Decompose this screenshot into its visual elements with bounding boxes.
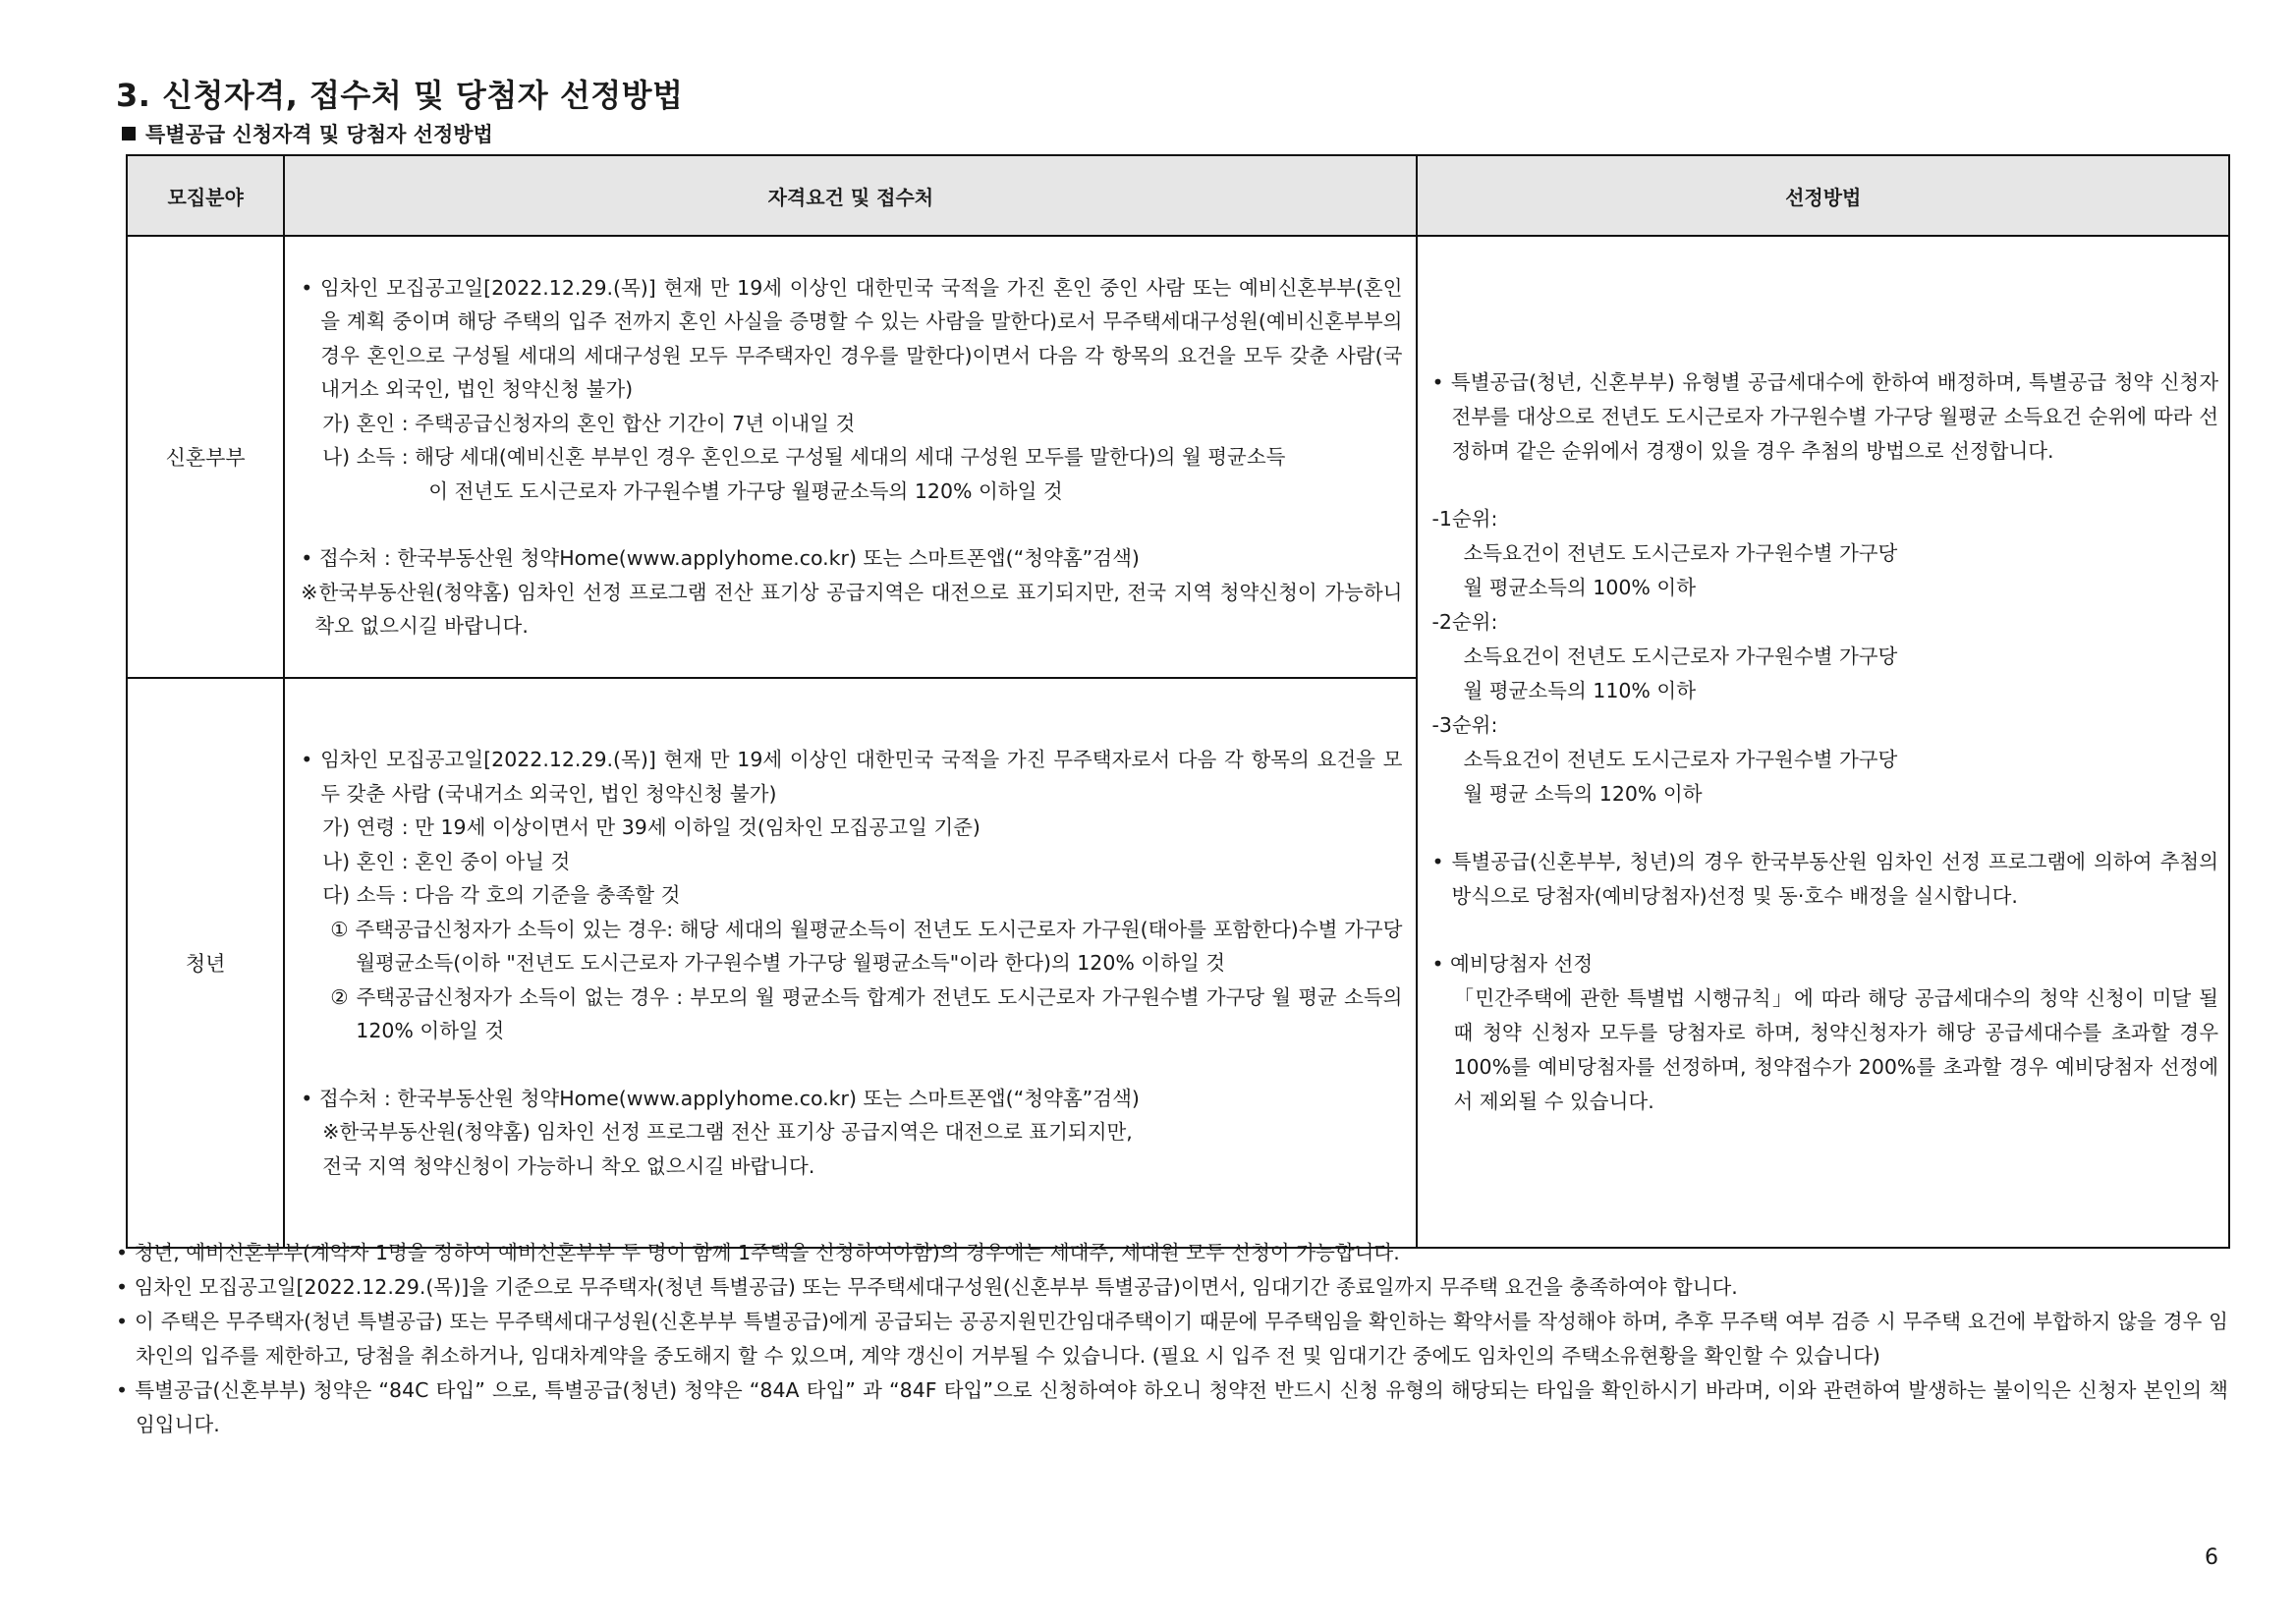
lottery-text: • 특별공급(신혼부부, 청년)의 경우 한국부동산원 임차인 선정 프로그램에 의하여 추첨의 방식으로 당첨자(예비당첨자)선정 및 동·호수 배정을 실시합니다. [1431, 849, 2218, 908]
reserve-title: • 예비당첨자 선정 [1431, 951, 1594, 976]
square-bullet-icon [122, 127, 136, 140]
category-cell: 청년 [127, 678, 284, 1248]
page-number: 6 [2205, 1545, 2218, 1570]
eligibility-table [126, 154, 2230, 1249]
footer-note: • 특별공급(신혼부부) 청약은 “84C 타입” 으로, 특별공급(청년) 청약은 “84A 타입” 과 “84F 타입”으로 신청하여야 하오니 청약전 반드시 신청 유형의 해당되는 타입을 확인하시기 바라며, 이와 관련하여 발생하는 불이익은 신청자 본인의 책임입니다. [116, 1378, 2228, 1436]
footer-note: • 청년, 예비신혼부부(계약자 1명을 정하여 예비신혼부부 두 명이 함께 1주택을 신청하여야함)의 경우에는 세대주, 세대원 모두 신청이 가능합니다. [116, 1241, 1400, 1264]
note-text: ※한국부동산원(청약홈) 임차인 선정 프로그램 전산 표기상 공급지역은 대전으로 표기되지만, 전국 지역 청약신청이 가능하니 착오 없으시길 바랍니다. [301, 580, 1403, 638]
footer-notes [116, 1236, 2228, 1442]
footer-note: • 이 주택은 무주택자(청년 특별공급) 또는 무주택세대구성원(신혼부부 특별공급)에게 공급되는 공공지원민간임대주택이기 때문에 무주택임을 확인하는 확약서를 작성해야 하며, 추후 무주택 여부 검증 시 무주택 요건에 부합하지 않을 경우 임차인의 입주를 제한하고, 당첨을 취소하거나, 임대차계약을 중도해지 할 수 있으며, 계약 갱신이 거부될 수 있습니다. (필요 시 입주 전 및 임대기간 중에도 임차인의 주택소유현황을 확인할 수 있습니다) [116, 1310, 2228, 1368]
rank-text: 월 평균소득의 110% 이하 [1463, 678, 1697, 702]
application-place: • 접수처 : 한국부동산원 청약Home(www.applyhome.co.kr) 또는 스마트폰앱(“청약홈”검색) [301, 1086, 1140, 1110]
rank-label: -1순위: [1431, 506, 1498, 531]
rank-text: 월 평균소득의 100% 이하 [1463, 575, 1697, 599]
application-place: • 접수처 : 한국부동산원 청약Home(www.applyhome.co.kr) 또는 스마트폰앱(“청약홈”검색) [301, 546, 1140, 570]
note-text: ※한국부동산원(청약홈) 임차인 선정 프로그램 전산 표기상 공급지역은 대전으로 표기되지만, [322, 1120, 1133, 1144]
subsection-title-text: 특별공급 신청자격 및 당첨자 선정방법 [145, 123, 493, 146]
requirement-item: 가) 혼인 : 주택공급신청자의 혼인 합산 기간이 7년 이내일 것 [322, 411, 856, 435]
rank-text: 월 평균 소득의 120% 이하 [1463, 781, 1703, 806]
header-qualification: 자격요건 및 접수처 [284, 155, 1417, 236]
table-header-row [127, 155, 2229, 236]
note-text: 전국 지역 청약신청이 가능하니 착오 없으시길 바랍니다. [322, 1153, 815, 1178]
subsection-title [122, 119, 493, 148]
qualification-text: • 임차인 모집공고일[2022.12.29.(목)] 현재 만 19세 이상인 대한민국 국적을 가진 무주택자로서 다음 각 항목의 요건을 모두 갖춘 사람 (국내거소 외국인, 법인 청약신청 불가) [301, 748, 1403, 806]
requirement-item: 다) 소득 : 다음 각 호의 기준을 충족할 것 [322, 883, 681, 907]
header-category: 모집분야 [127, 155, 284, 236]
reserve-text: 「민간주택에 관한 특별법 시행규칙」에 따라 해당 공급세대수의 청약 신청이 미달 될 때 청약 신청자 모두를 당첨자로 하며, 청약신청자가 해당 공급세대수를 초과할 경우 100%를 예비당첨자를 선정하며, 청약접수가 200%를 초과할 경우 예비당첨자 선정에서 제외될 수 있습니다. [1453, 985, 2218, 1113]
rank-label: -3순위: [1431, 712, 1498, 737]
income-criterion: ① 주택공급신청자가 소득이 있는 경우: 해당 세대의 월평균소득이 전년도 도시근로자 가구원(태아를 포함한다)수별 가구당 월평균소득(이하 "전년도 도시근로자 가구원수별 가구당 월평균소득"이라 한다)의 120% 이하일 것 [330, 917, 1403, 975]
rank-label: -2순위: [1431, 609, 1498, 634]
selection-cell [1417, 236, 2229, 1248]
qualification-cell [284, 678, 1417, 1248]
rank-text: 소득요건이 전년도 도시근로자 가구원수별 가구당 [1463, 747, 1898, 771]
requirement-item: 가) 연령 : 만 19세 이상이면서 만 39세 이하일 것(임차인 모집공고일 기준) [322, 815, 980, 839]
requirement-item: 이 전년도 도시근로자 가구원수별 가구당 월평균소득의 120% 이하일 것 [428, 478, 1063, 503]
selection-intro: • 특별공급(청년, 신혼부부) 유형별 공급세대수에 한하여 배정하며, 특별공급 청약 신청자 전부를 대상으로 전년도 도시근로자 가구원수별 가구당 월평균 소득요건 순위에 따라 선정하며 같은 순위에서 경쟁이 있을 경우 추첨의 방법으로 선정합니다. [1431, 369, 2218, 463]
footer-note: • 임차인 모집공고일[2022.12.29.(목)]을 기준으로 무주택자(청년 특별공급) 또는 무주택세대구성원(신혼부부 특별공급)이면서, 임대기간 종료일까지 무주택 요건을 충족하여야 합니다. [116, 1275, 1738, 1299]
rank-text: 소득요건이 전년도 도시근로자 가구원수별 가구당 [1463, 644, 1898, 668]
section-title: 3. 신청자격, 접수처 및 당첨자 선정방법 [116, 77, 684, 114]
income-criterion: ② 주택공급신청자가 소득이 없는 경우 : 부모의 월 평균소득 합계가 전년도 도시근로자 가구원수별 가구당 월 평균 소득의 120% 이하일 것 [330, 984, 1403, 1042]
header-selection: 선정방법 [1417, 155, 2229, 236]
rank-text: 소득요건이 전년도 도시근로자 가구원수별 가구당 [1463, 540, 1898, 565]
requirement-item: 나) 혼인 : 혼인 중이 아닐 것 [322, 849, 571, 873]
table-row [127, 236, 2229, 678]
qualification-text: • 임차인 모집공고일[2022.12.29.(목)] 현재 만 19세 이상인 대한민국 국적을 가진 혼인 중인 사람 또는 예비신혼부부(혼인을 계획 중이며 해당 주택의 입주 전까지 혼인 사실을 증명할 수 있는 사람을 말한다)로서 무주택세대구성원(예비신혼부부의 경우 혼인으로 구성될 세대의 세대구성원 모두 무주택자인 경우를 말한다)이면서 다음 각 항목의 요건을 모두 갖춘 사람(국내거소 외국인, 법인 청약신청 불가) [301, 275, 1403, 401]
qualification-cell [284, 236, 1417, 678]
category-cell: 신혼부부 [127, 236, 284, 678]
requirement-item: 나) 소득 : 해당 세대(예비신혼 부부인 경우 혼인으로 구성될 세대의 세대 구성원 모두를 말한다)의 월 평균소득 [322, 445, 1286, 469]
